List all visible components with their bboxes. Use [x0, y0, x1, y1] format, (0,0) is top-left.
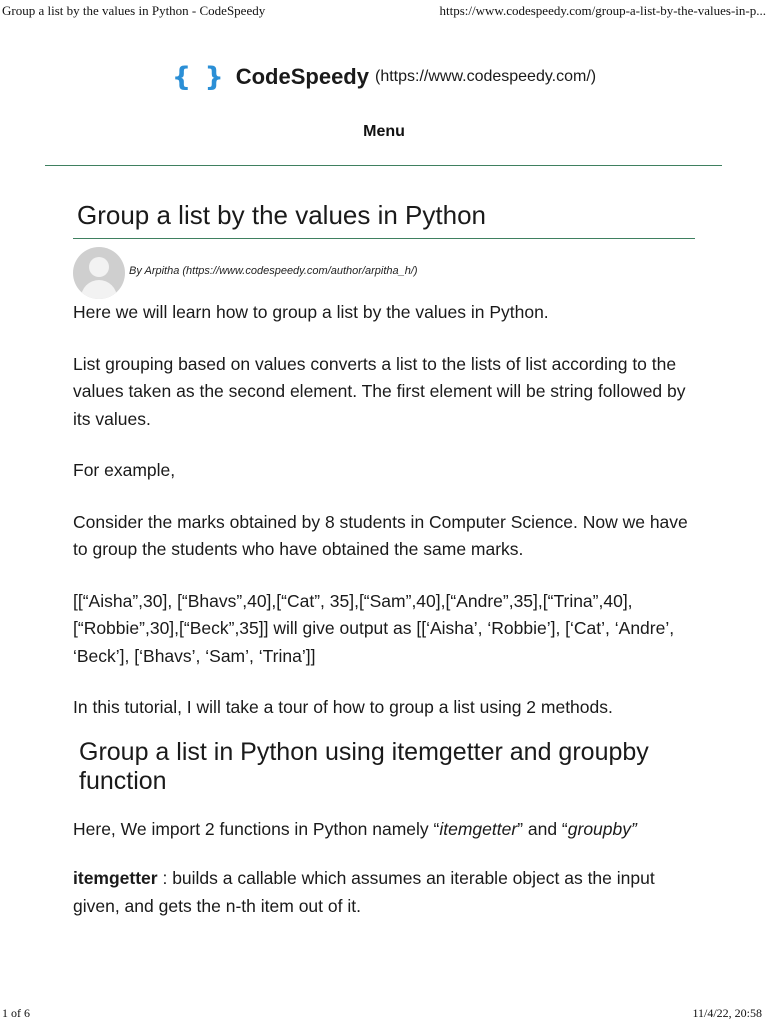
print-page-url: https://www.codespeedy.com/group-a-list-by-the-values-in-p... — [439, 3, 766, 18]
paragraph-marks-scenario: Consider the marks obtained by 8 students in Computer Science. Now we have to group the students who have obtained the same marks. — [73, 511, 688, 559]
avatar — [73, 247, 125, 299]
paragraph-example-data: [[“Aisha”,30], [“Bhavs”,40],[“Cat”, 35],[“Sam”,40],[“Andre”,35],[“Trina”,40], [“Robbie”,30],[“Beck”,35]] will give output as [[‘Aisha’, ‘Robbie’], [‘Cat’, ‘Andre’, ‘Beck’], [‘Bhavs’, ‘Sam’, ‘Trina’]] — [73, 590, 675, 666]
paragraph-grouping-explanation: List grouping based on values converts a list to the lists of list according to the values taken as the second element. The first element will be string followed by its values. — [73, 353, 686, 429]
imports-text-middle: ” and “ — [517, 818, 568, 839]
codespeedy-logo-icon[interactable]: { } — [171, 61, 226, 93]
itemgetter-description: : builds a callable which assumes an iterable object as the input given, and gets the n-th item out of it. — [73, 868, 655, 916]
menu-button[interactable]: Menu — [363, 123, 405, 140]
itemgetter-term: itemgetter — [73, 868, 158, 888]
article — [73, 198, 695, 920]
print-footer — [0, 1004, 768, 1024]
print-datetime: 11/4/22, 20:58 — [692, 1006, 762, 1020]
page-counter: 1 of 6 — [2, 1006, 30, 1020]
site-url: (https://www.codespeedy.com/) — [374, 68, 597, 85]
header-divider — [45, 165, 722, 166]
paragraph-for-example: For example, — [73, 460, 176, 480]
site-name-link[interactable]: CodeSpeedy — [235, 64, 369, 89]
paragraph-imports — [73, 816, 695, 844]
print-header — [0, 0, 768, 20]
imports-term-itemgetter: itemgetter — [439, 818, 518, 839]
byline — [73, 247, 695, 299]
page-title: Group a list by the values in Python — [73, 198, 695, 239]
section-heading: Group a list in Python using itemgetter and groupby function — [79, 737, 649, 795]
author-byline-link[interactable]: By Arpitha (https://www.codespeedy.com/author/arpitha_h/) — [129, 265, 418, 277]
intro-paragraph: Here we will learn how to group a list by the values in Python. — [73, 302, 549, 322]
paragraph-tutorial-overview: In this tutorial, I will take a tour of how to group a list using 2 methods. — [73, 697, 613, 717]
print-page-title: Group a list by the values in Python - CodeSpeedy — [2, 3, 266, 18]
site-header — [0, 57, 768, 97]
imports-text-prefix: Here, We import 2 functions in Python namely “ — [73, 818, 440, 839]
imports-term-groupby: groupby” — [567, 818, 637, 839]
paragraph-itemgetter-definition — [73, 865, 695, 920]
